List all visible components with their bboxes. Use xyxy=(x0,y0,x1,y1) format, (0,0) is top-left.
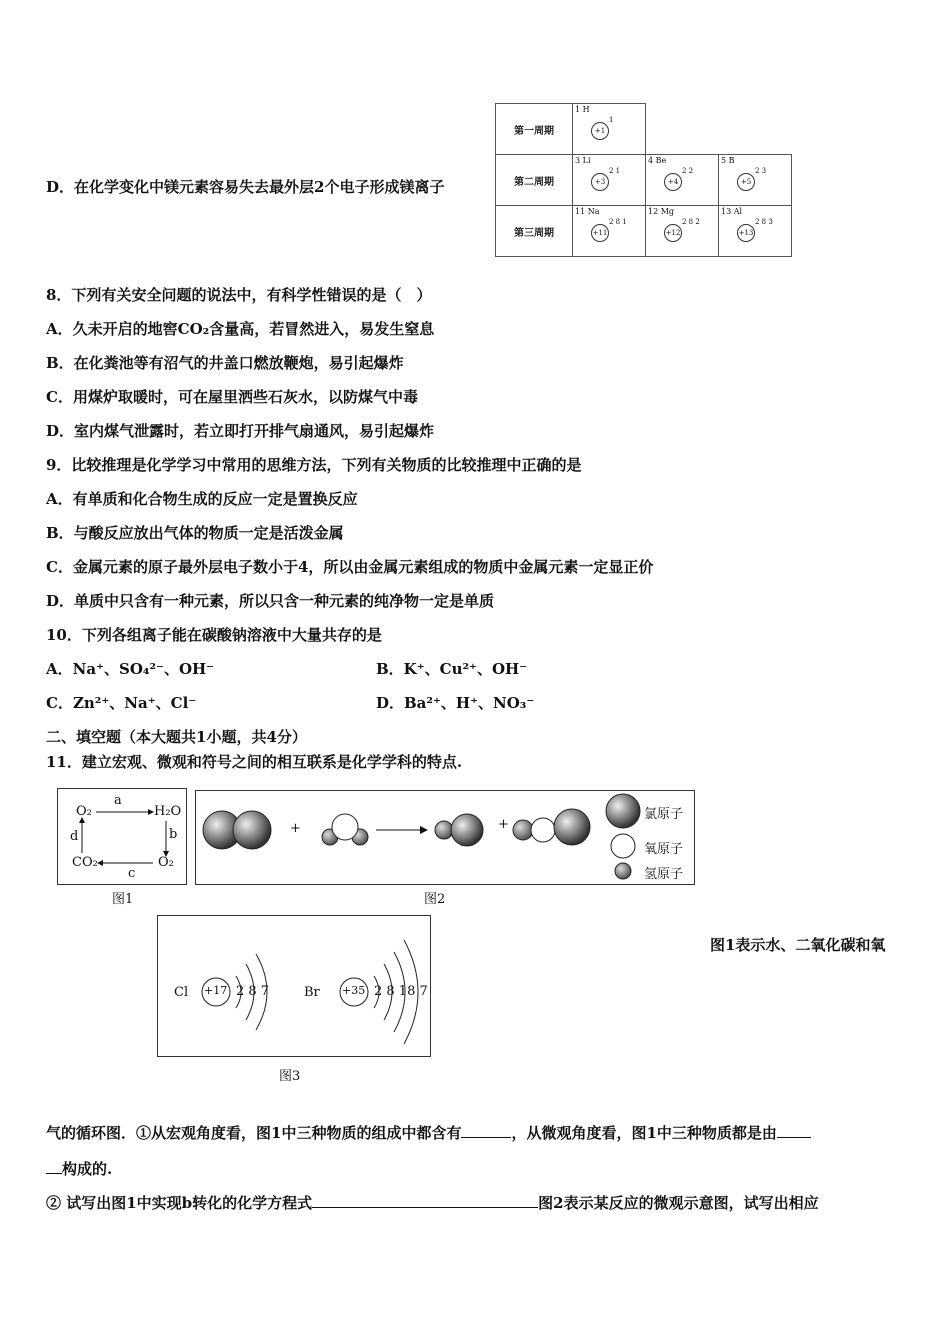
figure-1-caption: 图1 xyxy=(112,892,134,907)
answer-blank[interactable] xyxy=(312,1207,538,1208)
o2-label: O₂ xyxy=(76,804,92,819)
q10-option-a: A．Na⁺、SO₄²⁻、OH⁻ xyxy=(46,660,215,678)
element-cell: 3 Li +3 2 1 xyxy=(573,155,646,206)
o2-bottom-label: O₂ xyxy=(158,855,174,870)
q9-option-b: B．与酸反应放出气体的物质一定是活泼金属 xyxy=(46,524,344,542)
cl-symbol: Cl xyxy=(174,985,189,1000)
h2o-label: H₂O xyxy=(154,804,182,819)
plus-sign: + xyxy=(498,817,509,832)
cl-shells: 2 8 7 xyxy=(236,984,270,999)
arrow-a-label: a xyxy=(114,793,122,808)
element-cell: 11 Na +11 2 8 1 xyxy=(573,206,646,257)
q11-side-text: 图1表示水、二氧化碳和氧 xyxy=(710,936,886,954)
element-cell: 13 Al +13 2 8 3 xyxy=(719,206,792,257)
q8-option-a: A．久未开启的地窖CO₂含量高，若冒然进入，易发生窒息 xyxy=(46,320,435,338)
q11-text-line2: 构成的. xyxy=(46,1159,112,1179)
period-label: 第一周期 xyxy=(496,104,573,155)
arrow-d-label: d xyxy=(70,829,79,844)
section-heading: 二、填空题（本大题共1小题，共4分） xyxy=(46,728,307,746)
answer-blank[interactable] xyxy=(46,1173,62,1174)
q8-stem: 8．下列有关安全问题的说法中，有科学性错误的是（ ） xyxy=(46,286,432,304)
periodic-table-figure xyxy=(495,103,792,257)
legend-hydrogen: 氢原子 xyxy=(644,867,684,882)
q8-option-b: B．在化粪池等有沼气的井盖口燃放鞭炮，易引起爆炸 xyxy=(46,354,404,372)
figure-3-caption: 图3 xyxy=(279,1069,301,1084)
figure-1-cycle xyxy=(57,788,187,885)
element-cell: 4 Be +4 2 2 xyxy=(646,155,719,206)
element-cell: 12 Mg +12 2 8 2 xyxy=(646,206,719,257)
figure-2-caption: 图2 xyxy=(424,892,446,907)
q11-stem: 11．建立宏观、微观和符号之间的相互联系是化学学科的特点. xyxy=(46,753,463,771)
arrow-b-label: b xyxy=(169,827,178,842)
co2-label: CO₂ xyxy=(72,855,98,870)
q10-stem: 10．下列各组离子能在碳酸钠溶液中大量共存的是 xyxy=(46,626,382,644)
answer-blank[interactable] xyxy=(777,1137,811,1138)
cl-nucleus: +17 xyxy=(204,984,228,997)
plus-sign: + xyxy=(290,821,301,836)
q9-stem: 9．比较推理是化学学习中常用的思维方法，下列有关物质的比较推理中正确的是 xyxy=(46,456,582,474)
br-symbol: Br xyxy=(304,985,320,1000)
br-nucleus: +35 xyxy=(342,984,366,997)
q9-option-d: D．单质中只含有一种元素，所以只含一种元素的纯净物一定是单质 xyxy=(46,592,495,610)
answer-blank[interactable] xyxy=(461,1137,511,1138)
q10-option-d: D．Ba²⁺、H⁺、NO₃⁻ xyxy=(376,694,535,712)
q11-text-line3: ② 试写出图1中实现b转化的化学方程式 图2表示某反应的微观示意图，试写出相应 xyxy=(46,1194,819,1212)
q9-option-a: A．有单质和化合物生成的反应一定是置换反应 xyxy=(46,490,358,508)
period-label: 第二周期 xyxy=(496,155,573,206)
element-cell: 1 H +1 1 xyxy=(573,104,646,155)
period-label: 第三周期 xyxy=(496,206,573,257)
element-cell: 5 B +5 2 3 xyxy=(719,155,792,206)
q10-option-c: C．Zn²⁺、Na⁺、Cl⁻ xyxy=(46,694,197,712)
legend-chlorine: 氯原子 xyxy=(644,807,684,822)
figure-3-atoms xyxy=(157,915,431,1057)
q7-option-d: D．在化学变化中镁元素容易失去最外层2个电子形成镁离子 xyxy=(46,178,445,196)
q11-text-line1: 气的循环图．①从宏观角度看，图1中三种物质的组成中都含有 ，从微观角度看，图1中三种物质都是由 xyxy=(46,1123,811,1143)
q10-option-b: B．K⁺、Cu²⁺、OH⁻ xyxy=(376,660,528,678)
arrow-c-label: c xyxy=(128,866,136,881)
q9-option-c: C．金属元素的原子最外层电子数小于4，所以由金属元素组成的物质中金属元素一定显正价 xyxy=(46,558,654,576)
q8-option-c: C．用煤炉取暖时，可在屋里洒些石灰水，以防煤气中毒 xyxy=(46,388,418,406)
q8-option-d: D．室内煤气泄露时，若立即打开排气扇通风，易引起爆炸 xyxy=(46,422,435,440)
br-shells: 2 8 18 7 xyxy=(374,984,428,999)
legend-oxygen: 氧原子 xyxy=(644,842,684,857)
figure-2-reaction xyxy=(195,790,695,885)
